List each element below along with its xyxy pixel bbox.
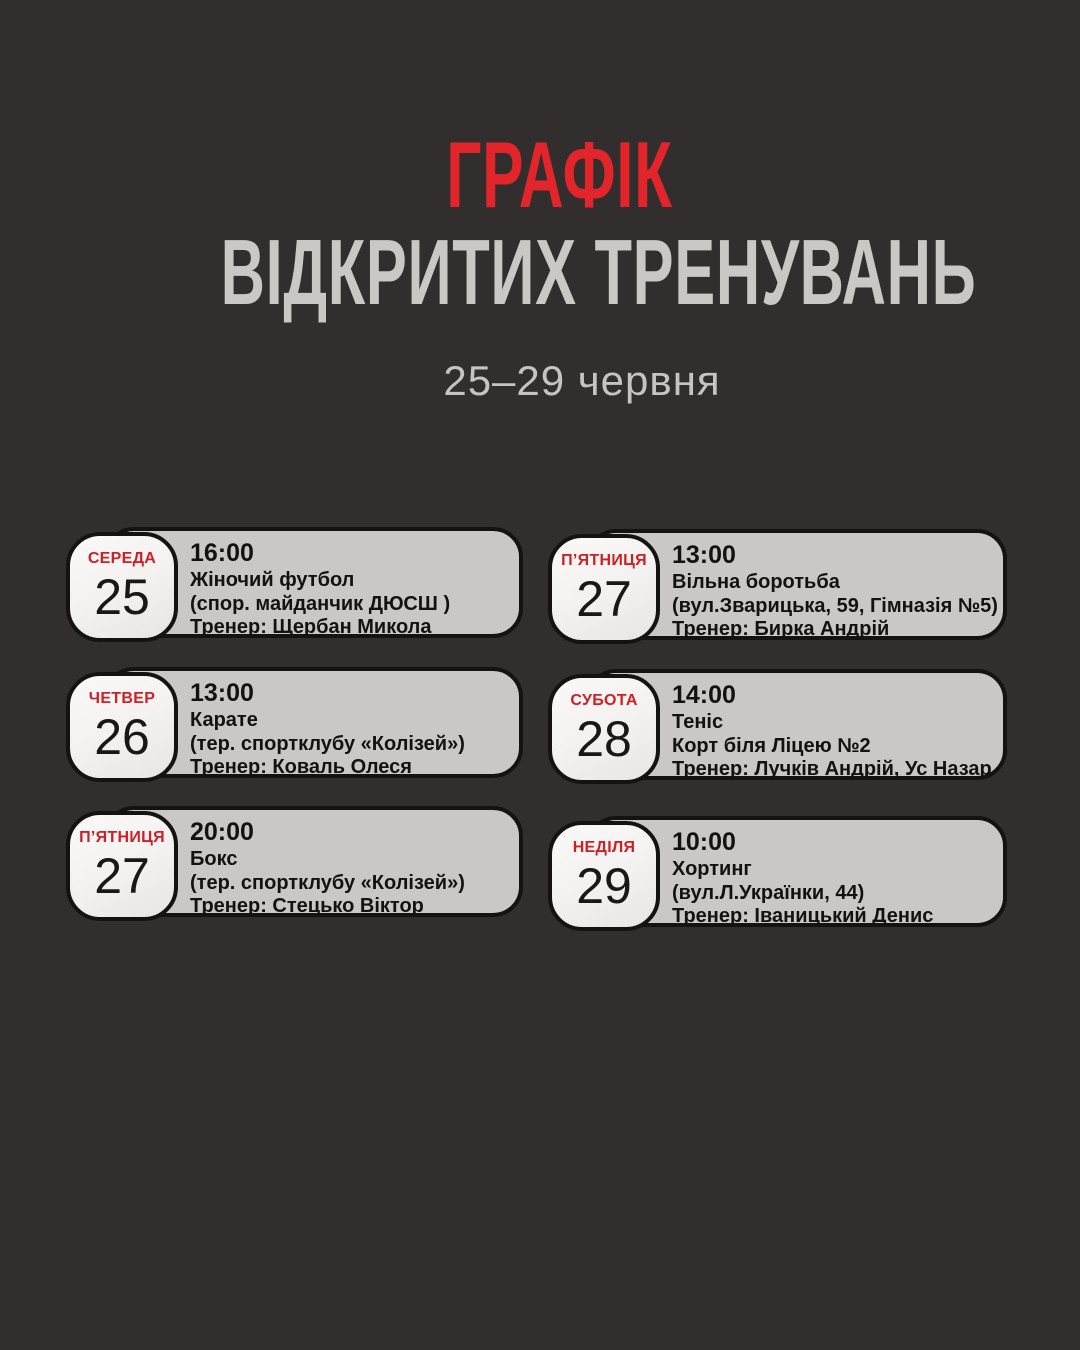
time-label: 20:00 (190, 818, 254, 846)
time-label: 13:00 (672, 541, 736, 569)
date-number: 26 (94, 709, 150, 765)
location: (тер. спортклубу «Колізей») (190, 871, 465, 894)
time-label: 13:00 (190, 679, 254, 707)
date-number: 29 (576, 858, 632, 914)
schedule-card (66, 806, 523, 920)
location: (вул.Зварицька, 59, Гімназія №5) (672, 594, 998, 617)
day-badge (66, 532, 178, 642)
schedule-card (548, 816, 1007, 930)
date-range (0, 358, 1080, 404)
activity-name: Бокс (190, 848, 238, 870)
day-name: П’ЯТНИЦЯ (561, 552, 647, 569)
trainer: Тренер: Бирка Андрій (672, 618, 890, 640)
day-badge (548, 534, 660, 644)
trainer: Тренер: Щербан Микола (190, 616, 432, 638)
activity-name: Теніс (672, 711, 724, 733)
date-number: 27 (576, 571, 632, 627)
trainer: Тренер: Коваль Олеся (190, 756, 412, 778)
page-subtitle-text: ВІДКРИТИХ ТРЕНУВАНЬ (220, 220, 977, 324)
location: Корт біля Ліцею №2 (672, 734, 871, 757)
trainer: Тренер: Іваницький Денис (672, 905, 934, 927)
schedule-card (548, 529, 1007, 643)
activity-name: Хортинг (672, 858, 752, 880)
schedule-card (548, 669, 1007, 783)
day-name: СЕРЕДА (87, 550, 157, 567)
trainer: Тренер: Стецько Віктор (190, 895, 424, 917)
date-number: 28 (576, 711, 632, 767)
activity-name: Карате (190, 709, 258, 731)
time-label: 14:00 (672, 681, 736, 709)
date-number: 25 (94, 569, 150, 625)
activity-name: Вільна боротьба (672, 571, 840, 593)
page-title-text: ГРАФІК (445, 122, 673, 227)
day-badge (66, 811, 178, 921)
page-subtitle (0, 220, 1080, 324)
location: (спор. майданчик ДЮСШ ) (190, 592, 451, 615)
day-name: НЕДІЛЯ (572, 839, 636, 856)
time-label: 16:00 (190, 539, 254, 567)
location: (тер. спортклубу «Колізей») (190, 732, 465, 755)
day-badge (66, 672, 178, 782)
day-badge (548, 821, 660, 931)
date-range-text: 25–29 червня (443, 357, 721, 404)
schedule-card (66, 667, 523, 781)
day-name: П’ЯТНИЦЯ (79, 829, 165, 846)
time-label: 10:00 (672, 828, 736, 856)
trainer: Тренер: Лучків Андрій, Ус Назар (672, 758, 992, 780)
day-name: ЧЕТВЕР (88, 690, 156, 707)
day-name: СУБОТА (570, 692, 638, 709)
day-badge (548, 674, 660, 784)
activity-name: Жіночий футбол (190, 569, 355, 591)
page-title (0, 122, 1080, 227)
schedule-card (66, 527, 523, 641)
date-number: 27 (94, 848, 150, 904)
location: (вул.Л.Українки, 44) (672, 881, 865, 904)
